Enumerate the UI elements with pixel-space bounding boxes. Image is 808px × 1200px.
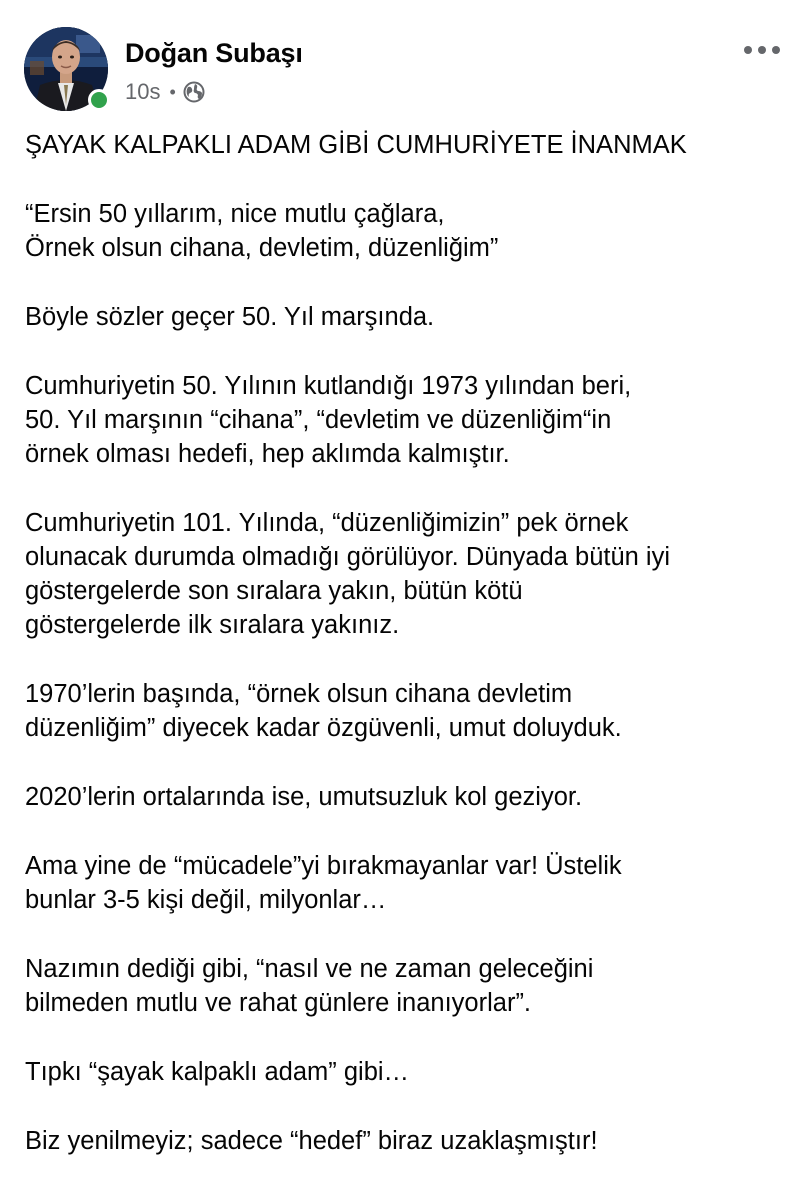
author-avatar-container[interactable] — [24, 27, 108, 111]
post-header — [0, 0, 808, 120]
post-paragraph: Cumhuriyetin 101. Yılında, “düzenliğimizin” pek örnek olunacak durumda olmadığı görülüyor. Dünyada bütün iyi göstergelerde son sıralara yakın, bütün kötü göstergelerde ilk sıralara yakınız. — [25, 509, 670, 639]
meta-separator: • — [169, 82, 176, 102]
post-meta — [125, 78, 205, 106]
post-paragraph: “Ersin 50 yıllarım, nice mutlu çağlara, Örnek olsun cihana, devletim, düzenliğim” — [25, 200, 499, 262]
online-status-indicator — [88, 89, 110, 111]
more-horizontal-icon-dot — [758, 46, 766, 54]
post-text — [25, 128, 795, 1193]
post-paragraph: Böyle sözler geçer 50. Yıl marşında. — [25, 303, 435, 331]
post-paragraph: Cumhuriyetin 50. Yılının kutlandığı 1973 yılından beri, 50. Yıl marşının “cihana”, “devletim ve düzenliğim“in örnek olması hedefi, hep aklımda kalmıştır. — [25, 372, 632, 468]
post-paragraph: Tıpkı “şayak kalpaklı adam” gibi… — [25, 1058, 410, 1086]
post-paragraph: Biz yenilmeyiz; sadece “hedef” biraz uzaklaşmıştır! — [25, 1127, 598, 1155]
more-options-button[interactable] — [744, 36, 780, 64]
post-title: ŞAYAK KALPAKLI ADAM GİBİ CUMHURİYETE İNANMAK — [25, 131, 687, 159]
more-horizontal-icon-dot — [772, 46, 780, 54]
globe-icon[interactable] — [183, 81, 205, 103]
post-paragraph: Ama yine de “mücadele”yi bırakmayanlar var! Üstelik bunlar 3-5 kişi değil, milyonlar… — [25, 852, 622, 914]
author-name[interactable]: Doğan Subaşı — [125, 38, 303, 68]
post-timestamp[interactable]: 10s — [125, 79, 161, 104]
post-paragraph: 2020’lerin ortalarında ise, umutsuzluk kol geziyor. — [25, 783, 583, 811]
more-horizontal-icon — [744, 46, 752, 54]
post-paragraph: 1970’lerin başında, “örnek olsun cihana devletim düzenliğim” diyecek kadar özgüvenli, umut doluyduk. — [25, 680, 622, 742]
post-paragraph: Nazımın dediği gibi, “nasıl ve ne zaman geleceğini bilmeden mutlu ve rahat günlere inanıyorlar”. — [25, 955, 594, 1017]
